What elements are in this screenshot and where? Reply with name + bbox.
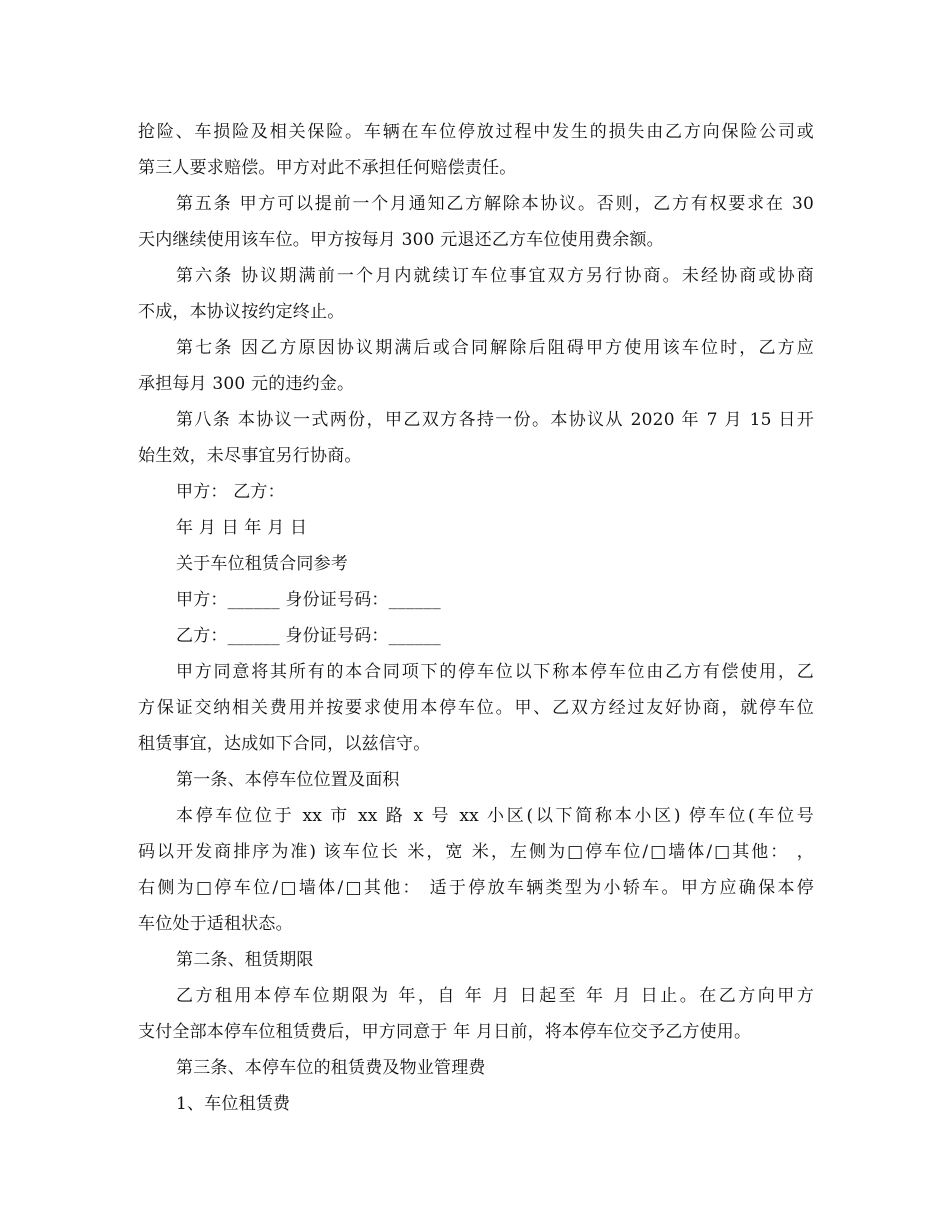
article-2-heading: 第二条、租赁期限: [176, 950, 314, 970]
document-body: [138, 114, 814, 1122]
article-5-line: 第五条 甲方可以提前一个月通知乙方解除本协议。否则，乙方有权要求在 30: [176, 194, 814, 214]
party-b-line: 乙方：______ 身份证号码：______: [176, 626, 441, 646]
article-6-line: 第六条 协议期满前一个月内就续订车位事宜双方另行协商。未经协商或协商: [176, 266, 814, 286]
section-title: 关于车位租赁合同参考: [176, 554, 348, 574]
text-line: 天内继续使用该车位。甲方按每月 300 元退还乙方车位使用费余额。: [138, 230, 664, 250]
article-2-line: 乙方租用本停车位期限为 年，自 年 月 日起至 年 月 日止。在乙方向甲方: [176, 986, 814, 1006]
article-1-heading: 第一条、本停车位位置及面积: [176, 770, 400, 790]
text-line: 右侧为□停车位/□墙体/□其他： 适于停放车辆类型为小轿车。甲方应确保本停: [138, 878, 814, 898]
text-line: 第三人要求赔偿。甲方对此不承担任何赔偿责任。: [138, 158, 517, 178]
text-line: 码以开发商排序为准) 该车位长 米，宽 米，左侧为□停车位/□墙体/□其他： ，: [138, 842, 814, 862]
text-line: 始生效，未尽事宜另行协商。: [138, 446, 362, 466]
text-line: 租赁事宜，达成如下合同，以兹信守。: [138, 734, 431, 754]
intro-line: 甲方同意将其所有的本合同项下的停车位以下称本停车位由乙方有偿使用，乙: [176, 662, 814, 682]
text-line: 抢险、车损险及相关保险。车辆在车位停放过程中发生的损失由乙方向保险公司或: [138, 122, 814, 142]
signature-parties: 甲方： 乙方：: [176, 482, 285, 502]
subsection-heading: 1、车位租赁费: [176, 1094, 291, 1114]
text-line: 支付全部本停车位租赁费后，甲方同意于 年 月日前，将本停车位交予乙方使用。: [138, 1022, 752, 1042]
article-1-line: 本停车位位于 xx 市 xx 路 x 号 xx 小区(以下简称本小区) 停车位(车位号: [176, 806, 814, 826]
text-line: 不成，本协议按约定终止。: [138, 302, 345, 322]
article-7-line: 第七条 因乙方原因协议期满后或合同解除后阻碍甲方使用该车位时，乙方应: [176, 338, 814, 358]
article-3-heading: 第三条、本停车位的租赁费及物业管理费: [176, 1058, 486, 1078]
signature-dates: 年 月 日 年 月 日: [176, 518, 308, 538]
text-line: 方保证交纳相关费用并按要求使用本停车位。甲、乙双方经过友好协商，就停车位: [138, 698, 814, 718]
text-line: 承担每月 300 元的违约金。: [138, 374, 355, 394]
party-a-line: 甲方：______ 身份证号码：______: [176, 590, 441, 610]
article-8-line: 第八条 本协议一式两份，甲乙双方各持一份。本协议从 2020 年 7 月 15 日开: [176, 410, 814, 430]
text-line: 车位处于适租状态。: [138, 914, 293, 934]
